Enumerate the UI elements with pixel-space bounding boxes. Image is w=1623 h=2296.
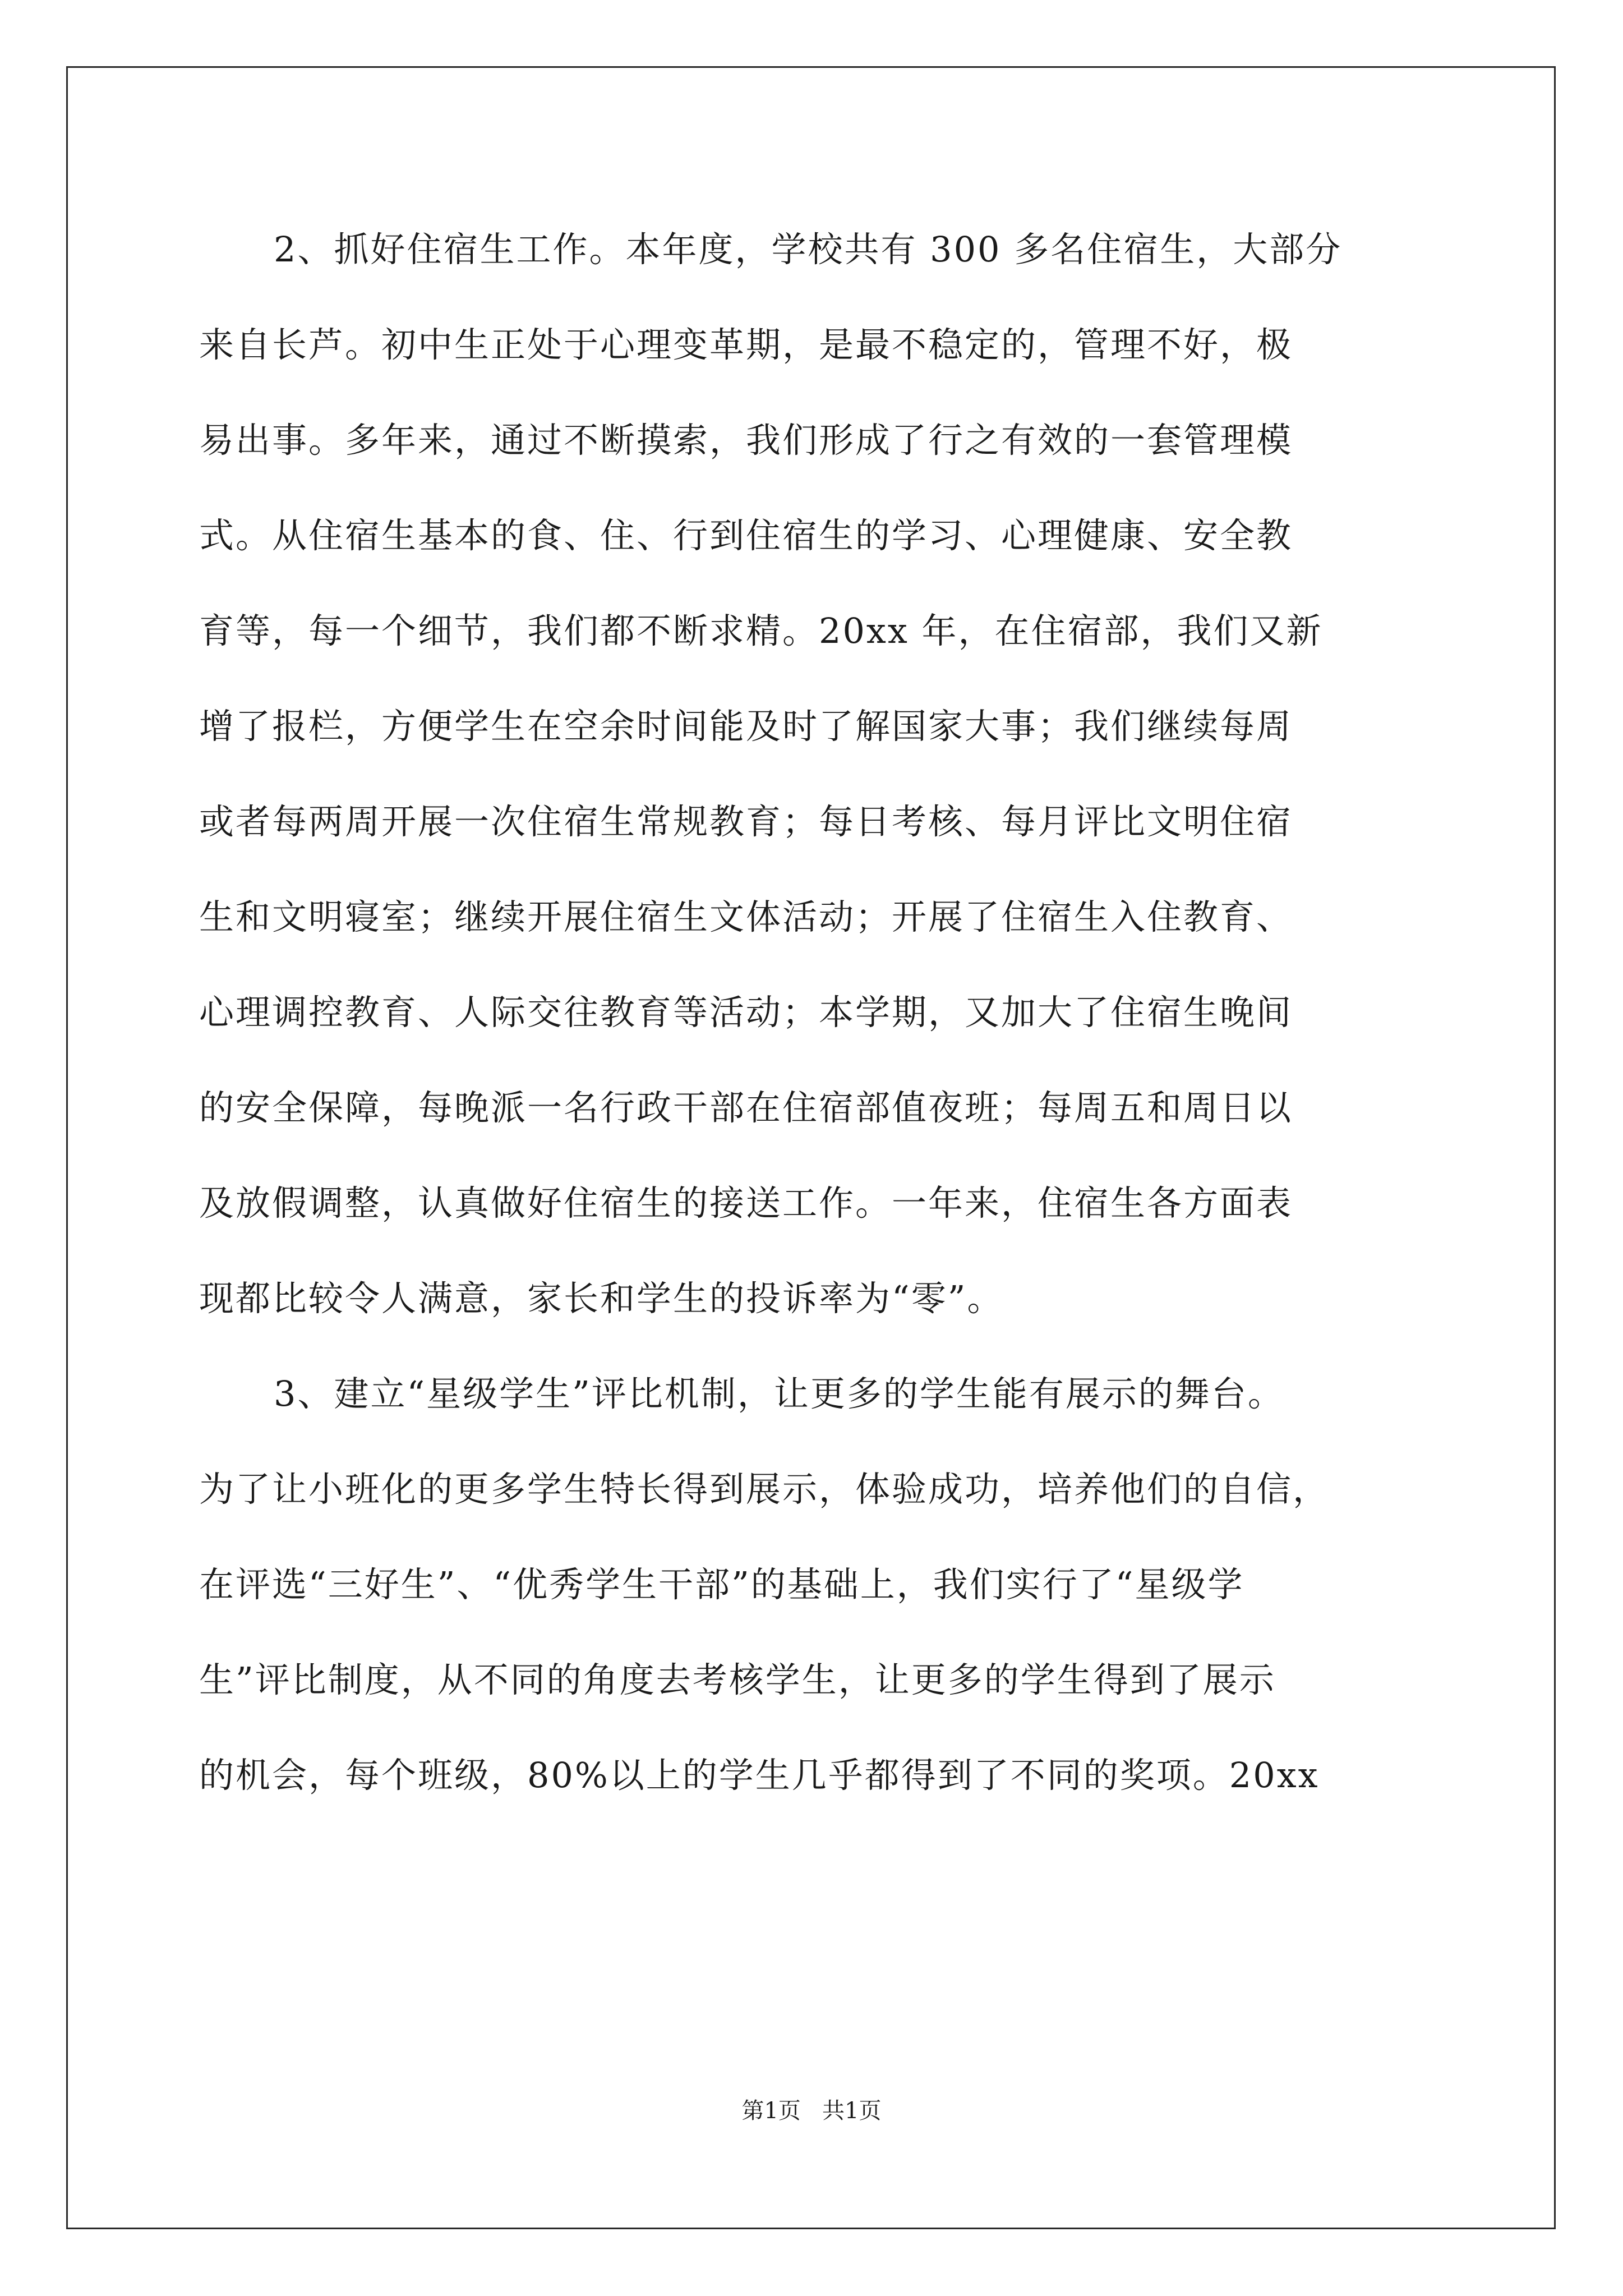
paragraph-2-line-12: 现都比较令人满意，家长和学生的投诉率为“零”。 <box>199 1278 1004 1319</box>
paragraph-3-line-3: 在评选“三好生”、“优秀学生干部”的基础上，我们实行了“星级学 <box>199 1564 1244 1605</box>
paragraph-2-line-9: 心理调控教育、人际交往教育等活动；本学期，又加大了住宿生晚间 <box>199 992 1293 1033</box>
paragraph-2-line-3: 易出事。多年来，通过不断摸索，我们形成了行之有效的一套管理模 <box>199 420 1293 461</box>
paragraph-2-line-10: 的安全保障，每晚派一名行政干部在住宿部值夜班；每周五和周日以 <box>199 1087 1293 1128</box>
page-footer: 第1页 共1页 <box>741 2098 882 2124</box>
paragraph-3-line-1: 3、建立“星级学生”评比机制，让更多的学生能有展示的舞台。 <box>274 1373 1284 1414</box>
paragraph-2-line-6: 增了报栏，方便学生在空余时间能及时了解国家大事；我们继续每周 <box>199 706 1293 747</box>
paragraph-3-line-5: 的机会，每个班级，80%以上的学生几乎都得到了不同的奖项。20xx <box>199 1755 1320 1796</box>
page-border <box>66 66 1556 2229</box>
paragraph-2-line-11: 及放假调整，认真做好住宿生的接送工作。一年来，住宿生各方面表 <box>199 1182 1293 1223</box>
paragraph-2-line-4: 式。从住宿生基本的食、住、行到住宿生的学习、心理健康、安全教 <box>199 515 1293 556</box>
paragraph-3-line-2: 为了让小班化的更多学生特长得到展示，体验成功，培养他们的自信， <box>199 1469 1330 1510</box>
paragraph-2-line-5: 育等，每一个细节，我们都不断求精。20xx 年，在住宿部，我们又新 <box>199 610 1323 651</box>
paragraph-3-line-4: 生”评比制度，从不同的角度去考核学生，让更多的学生得到了展示 <box>199 1659 1276 1700</box>
paragraph-2-line-8: 生和文明寝室；继续开展住宿生文体活动；开展了住宿生入住教育、 <box>199 896 1293 937</box>
paragraph-2-line-2: 来自长芦。初中生正处于心理变革期，是最不稳定的，管理不好，极 <box>199 324 1293 365</box>
paragraph-2-line-1: 2、抓好住宿生工作。本年度，学校共有 300 多名住宿生，大部分 <box>274 229 1343 270</box>
paragraph-2-line-7: 或者每两周开展一次住宿生常规教育；每日考核、每月评比文明住宿 <box>199 801 1293 842</box>
